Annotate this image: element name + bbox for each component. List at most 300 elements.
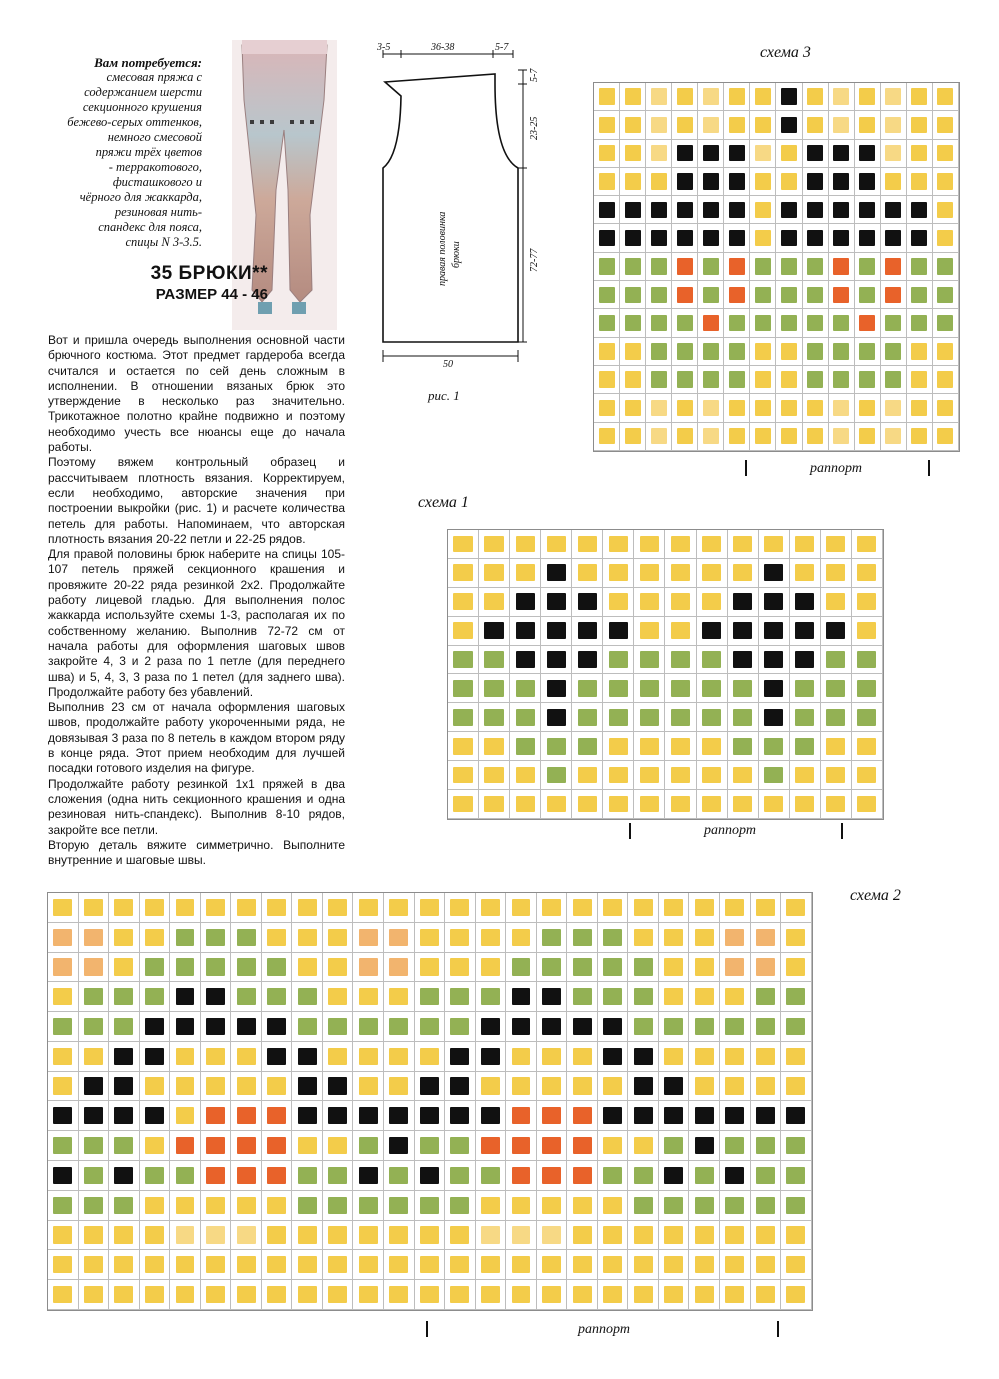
chart-cell	[170, 1161, 201, 1191]
chart-cell	[759, 617, 790, 646]
stitch-mark	[733, 651, 752, 668]
stitch-mark	[857, 709, 876, 726]
chart-cell	[594, 394, 620, 422]
chart-cell	[855, 168, 881, 196]
chart-cell	[881, 111, 907, 139]
chart-cell	[598, 1250, 629, 1280]
chart-cell	[567, 1250, 598, 1280]
chart-cell	[628, 1161, 659, 1191]
stitch-mark	[389, 1167, 408, 1184]
chart-cell	[821, 559, 852, 588]
chart-cell	[728, 646, 759, 675]
chart-cell	[384, 1161, 415, 1191]
chart-cell	[829, 394, 855, 422]
stitch-mark	[237, 1197, 256, 1214]
stitch-mark	[625, 258, 641, 274]
stitch-mark	[651, 343, 667, 359]
stitch-mark	[603, 899, 622, 916]
chart-cell	[728, 588, 759, 617]
stitch-mark	[634, 1048, 653, 1065]
chart-cell	[776, 83, 802, 111]
stitch-mark	[651, 428, 667, 444]
stitch-mark	[911, 88, 927, 104]
stitch-mark	[547, 738, 566, 755]
paragraph: Вот и пришла очередь выполнения основной части брючного костюма. Этот предмет гардероба всегда считался и остается по сей день сложным в исполнении. В отношении вязаных брюк это утверждение в несколько раз значительно. Трикотажное полотно крайне подвижно и поэтому необходимо учесть все нюансы еще до начала работы.	[48, 333, 345, 455]
stitch-mark	[786, 1167, 805, 1184]
stitch-mark	[677, 230, 693, 246]
chart-cell	[852, 617, 883, 646]
stitch-mark	[359, 899, 378, 916]
stitch-mark	[484, 651, 503, 668]
stitch-mark	[664, 1226, 683, 1243]
chart-cell	[384, 1250, 415, 1280]
stitch-mark	[625, 230, 641, 246]
chart-cell	[646, 394, 672, 422]
stitch-mark	[145, 929, 164, 946]
chart-cell	[262, 923, 293, 953]
chart-cell	[415, 1012, 446, 1042]
chart-cell	[803, 196, 829, 224]
stitch-mark	[176, 1077, 195, 1094]
chart-cell	[594, 140, 620, 168]
stitch-mark	[786, 1286, 805, 1303]
chart-cell	[384, 893, 415, 923]
chart-cell	[634, 588, 665, 617]
sewing-pattern-diagram	[375, 40, 545, 370]
stitch-mark	[542, 1018, 561, 1035]
chart-cell	[751, 953, 782, 983]
chart-cell	[445, 923, 476, 953]
chart-cell	[201, 982, 232, 1012]
stitch-mark	[725, 1256, 744, 1273]
dim-right-mid: 23-25	[529, 116, 540, 140]
chart-cell	[829, 253, 855, 281]
stitch-mark	[795, 536, 814, 553]
chart-cell	[510, 617, 541, 646]
chart-cell	[720, 1191, 751, 1221]
stitch-mark	[795, 738, 814, 755]
chart-cell	[697, 703, 728, 732]
stitch-mark	[664, 1077, 683, 1094]
chart-cell	[353, 1072, 384, 1102]
chart-cell	[567, 1101, 598, 1131]
stitch-mark	[857, 796, 876, 813]
chart-cell	[698, 196, 724, 224]
chart-cell	[479, 732, 510, 761]
stitch-mark	[547, 796, 566, 813]
stitch-mark	[781, 117, 797, 133]
stitch-mark	[826, 680, 845, 697]
stitch-mark	[603, 1226, 622, 1243]
stitch-mark	[176, 1018, 195, 1035]
stitch-mark	[695, 1137, 714, 1154]
stitch-mark	[833, 343, 849, 359]
chart-cell	[323, 893, 354, 923]
stitch-mark	[450, 1048, 469, 1065]
chart-cell	[852, 559, 883, 588]
stitch-mark	[640, 709, 659, 726]
stitch-mark	[859, 88, 875, 104]
stitch-mark	[420, 1107, 439, 1124]
chart-cell	[751, 1191, 782, 1221]
stitch-mark	[859, 230, 875, 246]
stitch-mark	[807, 88, 823, 104]
chart-cell	[170, 923, 201, 953]
stitch-mark	[298, 1286, 317, 1303]
stitch-mark	[911, 117, 927, 133]
chart-cell	[572, 703, 603, 732]
chart-cell	[821, 588, 852, 617]
chart-cell	[724, 309, 750, 337]
stitch-mark	[298, 1107, 317, 1124]
chart-cell	[776, 224, 802, 252]
stitch-mark	[625, 287, 641, 303]
stitch-mark	[603, 929, 622, 946]
chart-cell	[665, 617, 696, 646]
stitch-mark	[114, 1048, 133, 1065]
chart-cell	[751, 1042, 782, 1072]
stitch-mark	[453, 767, 472, 784]
chart-cell	[292, 1131, 323, 1161]
chart-cell	[384, 1072, 415, 1102]
chart-cell	[541, 790, 572, 819]
chart-cell	[170, 1072, 201, 1102]
stitch-mark	[84, 958, 103, 975]
stitch-mark	[695, 1048, 714, 1065]
stitch-mark	[733, 536, 752, 553]
chart-cell	[697, 732, 728, 761]
chart-cell	[567, 1131, 598, 1161]
chart-cell	[628, 982, 659, 1012]
stitch-mark	[640, 651, 659, 668]
stitch-mark	[603, 1137, 622, 1154]
stitch-mark	[764, 564, 783, 581]
chart-cell	[323, 1221, 354, 1251]
stitch-mark	[756, 1018, 775, 1035]
stitch-mark	[573, 1286, 592, 1303]
stitch-mark	[114, 1286, 133, 1303]
chart-cell	[567, 1191, 598, 1221]
stitch-mark	[664, 1197, 683, 1214]
stitch-mark	[609, 651, 628, 668]
chart-cell	[821, 703, 852, 732]
stitch-mark	[755, 88, 771, 104]
stitch-mark	[298, 1256, 317, 1273]
stitch-mark	[786, 958, 805, 975]
chart-cell	[79, 1101, 110, 1131]
chart-cell	[628, 1221, 659, 1251]
chart-cell	[510, 588, 541, 617]
chart-cell	[821, 617, 852, 646]
stitch-mark	[420, 1077, 439, 1094]
stitch-mark	[695, 1197, 714, 1214]
piece-label-1: правая половинка	[437, 211, 448, 286]
chart-cell	[720, 1012, 751, 1042]
stitch-mark	[807, 202, 823, 218]
chart-cell	[572, 588, 603, 617]
stitch-mark	[420, 1256, 439, 1273]
chart-cell	[109, 893, 140, 923]
stitch-mark	[176, 1256, 195, 1273]
stitch-mark	[807, 400, 823, 416]
stitch-mark	[512, 929, 531, 946]
stitch-mark	[725, 1107, 744, 1124]
chart-cell	[79, 1250, 110, 1280]
chart-cell	[628, 1012, 659, 1042]
chart-cell	[803, 366, 829, 394]
chart-cell	[933, 366, 959, 394]
stitch-mark	[634, 929, 653, 946]
stitch-mark	[453, 709, 472, 726]
stitch-mark	[84, 899, 103, 916]
stitch-mark	[176, 1167, 195, 1184]
chart-cell	[672, 224, 698, 252]
stitch-mark	[756, 1197, 775, 1214]
stitch-mark	[755, 258, 771, 274]
dim-bottom: 50	[443, 359, 453, 370]
stitch-mark	[267, 1077, 286, 1094]
stitch-mark	[625, 173, 641, 189]
stitch-mark	[484, 680, 503, 697]
stitch-mark	[453, 680, 472, 697]
piece-label-2: брюки	[451, 241, 462, 268]
stitch-mark	[733, 680, 752, 697]
chart-cell	[201, 1221, 232, 1251]
chart-cell	[541, 530, 572, 559]
chart-cell	[634, 703, 665, 732]
materials-text: смесовая пряжа с содержанием шерсти секционного крушения бежево-серых оттенков, немного смесовой пряжи трёх цветов - терракотового, фисташкового и чёрного для жаккарда, резиновая нить- спандекс для пояса, спицы N 3-3.5.	[67, 70, 202, 249]
chart-cell	[140, 1131, 171, 1161]
stitch-mark	[206, 958, 225, 975]
chart-cell	[541, 674, 572, 703]
stitch-mark	[389, 1107, 408, 1124]
stitch-mark	[702, 622, 721, 639]
stitch-mark	[516, 738, 535, 755]
stitch-mark	[755, 230, 771, 246]
stitch-mark	[911, 315, 927, 331]
stitch-mark	[703, 400, 719, 416]
chart-cell	[170, 1131, 201, 1161]
chart-cell	[292, 953, 323, 983]
stitch-mark	[450, 1197, 469, 1214]
chart-cell	[620, 224, 646, 252]
chart-cell	[781, 1280, 812, 1310]
stitch-mark	[729, 428, 745, 444]
stitch-mark	[298, 1226, 317, 1243]
chart-cell	[720, 1280, 751, 1310]
stitch-mark	[703, 88, 719, 104]
chart-cell	[170, 1280, 201, 1310]
stitch-mark	[703, 287, 719, 303]
stitch-mark	[84, 1226, 103, 1243]
stitch-mark	[859, 145, 875, 161]
stitch-mark	[695, 1077, 714, 1094]
chart-cell	[628, 893, 659, 923]
stitch-mark	[911, 428, 927, 444]
chart-cell	[620, 423, 646, 451]
stitch-mark	[420, 1226, 439, 1243]
chart-cell	[537, 1161, 568, 1191]
stitch-mark	[359, 1018, 378, 1035]
chart-cell	[170, 953, 201, 983]
chart-cell	[750, 224, 776, 252]
stitch-mark	[807, 117, 823, 133]
stitch-mark	[237, 1077, 256, 1094]
stitch-mark	[859, 428, 875, 444]
chart-cell	[750, 338, 776, 366]
stitch-mark	[267, 1286, 286, 1303]
chart-cell	[140, 1012, 171, 1042]
stitch-mark	[677, 117, 693, 133]
stitch-mark	[206, 1226, 225, 1243]
chart-cell	[170, 1250, 201, 1280]
chart-cell	[140, 1042, 171, 1072]
chart-cell	[781, 1042, 812, 1072]
stitch-mark	[857, 767, 876, 784]
chart-cell	[537, 1191, 568, 1221]
chart-cell	[541, 588, 572, 617]
chart-cell	[292, 1101, 323, 1131]
chart-cell	[803, 140, 829, 168]
chart-cell	[537, 1042, 568, 1072]
stitch-mark	[625, 88, 641, 104]
stitch-mark	[481, 1197, 500, 1214]
chart-cell	[829, 366, 855, 394]
chart-cell	[907, 111, 933, 139]
chart-cell	[79, 923, 110, 953]
chart-cell	[628, 1072, 659, 1102]
stitch-mark	[729, 173, 745, 189]
chart-cell	[445, 953, 476, 983]
chart-cell	[48, 1101, 79, 1131]
chart-cell	[855, 309, 881, 337]
chart-cell	[665, 559, 696, 588]
chart-cell	[415, 923, 446, 953]
chart-cell	[476, 1101, 507, 1131]
chart-cell	[262, 1012, 293, 1042]
stitch-mark	[453, 564, 472, 581]
chart-cell	[476, 1191, 507, 1221]
stitch-mark	[756, 1167, 775, 1184]
dim-top-left: 3-5	[377, 42, 391, 53]
chart-cell	[292, 1161, 323, 1191]
chart-cell	[628, 923, 659, 953]
chart-cell	[698, 111, 724, 139]
stitch-mark	[298, 1048, 317, 1065]
stitch-mark	[237, 1226, 256, 1243]
stitch-mark	[885, 117, 901, 133]
stitch-mark	[481, 988, 500, 1005]
stitch-mark	[733, 767, 752, 784]
stitch-mark	[703, 371, 719, 387]
chart-cell	[201, 923, 232, 953]
stitch-mark	[640, 622, 659, 639]
stitch-mark	[603, 1048, 622, 1065]
chart-cell	[479, 617, 510, 646]
chart-cell	[572, 761, 603, 790]
stitch-mark	[807, 258, 823, 274]
chart-cell	[537, 1280, 568, 1310]
stitch-mark	[298, 1197, 317, 1214]
stitch-mark	[781, 88, 797, 104]
chart-cell	[751, 1101, 782, 1131]
chart-cell	[109, 1072, 140, 1102]
chart-cell	[384, 1191, 415, 1221]
stitch-mark	[453, 536, 472, 553]
chart-cell	[476, 1072, 507, 1102]
stitch-mark	[542, 1048, 561, 1065]
stitch-mark	[937, 400, 953, 416]
stitch-mark	[547, 536, 566, 553]
chart-cell	[855, 281, 881, 309]
chart-cell	[48, 1012, 79, 1042]
stitch-mark	[885, 315, 901, 331]
stitch-mark	[833, 428, 849, 444]
chart-cell	[541, 646, 572, 675]
chart-cell	[140, 1250, 171, 1280]
chart-cell	[476, 1250, 507, 1280]
stitch-mark	[703, 258, 719, 274]
chart-cell	[620, 83, 646, 111]
chart-cell	[790, 617, 821, 646]
stitch-mark	[634, 899, 653, 916]
chart-cell	[79, 1191, 110, 1221]
stitch-mark	[578, 738, 597, 755]
stitch-mark	[826, 738, 845, 755]
stitch-mark	[298, 899, 317, 916]
chart-cell	[109, 1161, 140, 1191]
stitch-mark	[677, 343, 693, 359]
stitch-mark	[833, 400, 849, 416]
chart-cell	[724, 111, 750, 139]
stitch-mark	[640, 536, 659, 553]
chart-cell	[572, 646, 603, 675]
stitch-mark	[677, 202, 693, 218]
stitch-mark	[651, 371, 667, 387]
chart-cell	[353, 1012, 384, 1042]
stitch-mark	[328, 1286, 347, 1303]
chart-cell	[829, 196, 855, 224]
stitch-mark	[755, 173, 771, 189]
stitch-mark	[237, 1286, 256, 1303]
chart-cell	[646, 140, 672, 168]
stitch-mark	[609, 738, 628, 755]
chart-cell	[506, 1012, 537, 1042]
stitch-mark	[359, 1167, 378, 1184]
chart-cell	[634, 790, 665, 819]
stitch-mark	[512, 1256, 531, 1273]
stitch-mark	[267, 929, 286, 946]
stitch-mark	[826, 564, 845, 581]
chart-cell	[698, 281, 724, 309]
chart-cell	[659, 1221, 690, 1251]
chart-cell	[445, 1221, 476, 1251]
stitch-mark	[389, 929, 408, 946]
stitch-mark	[609, 796, 628, 813]
stitch-mark	[671, 767, 690, 784]
chart-cell	[781, 1161, 812, 1191]
stitch-mark	[542, 958, 561, 975]
chart-cell	[567, 1042, 598, 1072]
chart-cell	[201, 1012, 232, 1042]
stitch-mark	[677, 428, 693, 444]
chart-cell	[448, 588, 479, 617]
chart-cell	[881, 394, 907, 422]
chart-cell	[672, 366, 698, 394]
stitch-mark	[857, 536, 876, 553]
stitch-mark	[114, 1018, 133, 1035]
stitch-mark	[53, 1137, 72, 1154]
